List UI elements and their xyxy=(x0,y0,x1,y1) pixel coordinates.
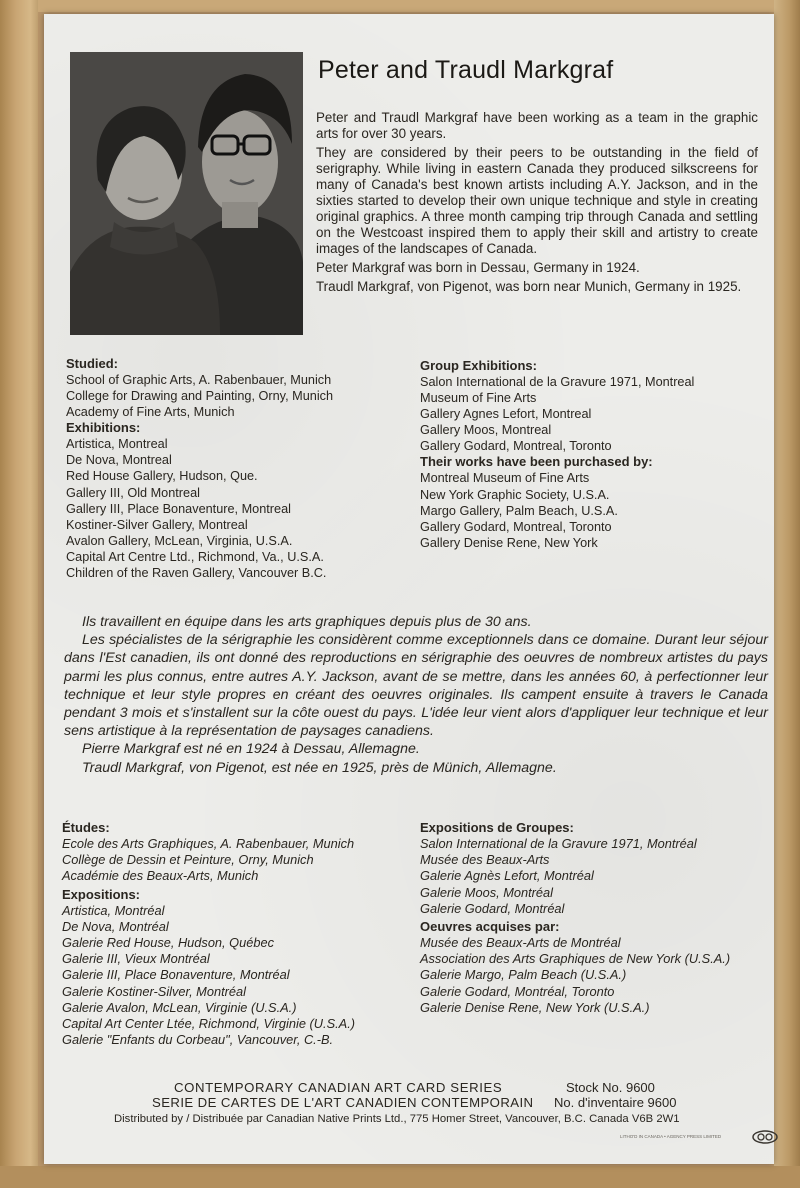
etudes-heading: Études: xyxy=(62,820,110,835)
purchaser-item: Gallery Denise Rene, New York xyxy=(420,535,598,550)
french-left-column xyxy=(62,818,412,1048)
exposition-groupe-item: Galerie Godard, Montréal xyxy=(420,900,565,916)
exposition-item: De Nova, Montréal xyxy=(62,918,169,934)
series-title-french: SERIE DE CARTES DE L'ART CANADIEN CONTEMPORAIN xyxy=(152,1095,534,1110)
bio-paragraph: They are considered by their peers to be outstanding in the field of serigraphy. While living in eastern Canada they produced silkscreens for many of Canada's best known artists including A.Y. Jackson, and in the sixties started to develop their own unique technique and style in creating original graphics. A three month camping trip through Canada and settling on the Westcoast inspired them to apply their skill and artistry to create images of the landscapes of Canada. xyxy=(316,145,758,256)
exhibition-item: Gallery III, Place Bonaventure, Montreal xyxy=(66,501,291,516)
etudes-item: Collège de Dessin et Peinture, Orny, Munich xyxy=(62,852,314,868)
exposition-item: Galerie Red House, Hudson, Québec xyxy=(62,935,274,951)
studied-item: School of Graphic Arts, A. Rabenbauer, Munich xyxy=(66,373,332,387)
exposition-item: Galerie III, Vieux Montréal xyxy=(62,951,210,967)
stock-number-french: No. d'inventaire 9600 xyxy=(554,1095,677,1110)
acquereur-item: Galerie Margo, Palm Beach (U.S.A.) xyxy=(420,967,627,983)
series-title-english: CONTEMPORARY CANADIAN ART CARD SERIES xyxy=(174,1080,503,1095)
french-right-column xyxy=(420,818,770,1016)
french-biography xyxy=(64,613,768,777)
group-exhibition-item: Gallery Agnes Lefort, Montreal xyxy=(420,407,592,422)
wooden-frame-right xyxy=(774,0,800,1188)
group-exhibition-item: Museum of Fine Arts xyxy=(420,391,537,406)
purchaser-item: Gallery Godard, Montreal, Toronto xyxy=(420,519,612,534)
exhibitions-heading: Exhibitions: xyxy=(66,420,141,436)
english-biography xyxy=(316,110,758,298)
studied-heading: Studied: xyxy=(66,356,118,371)
exposition-item: Galerie III, Place Bonaventure, Montréal xyxy=(62,967,290,983)
french-bio-paragraph: Traudl Markgraf, von Pigenot, est née en 1925, près de Münich, Allemagne. xyxy=(82,759,557,776)
oeuvres-acquises-heading: Oeuvres acquises par: xyxy=(420,919,560,935)
exposition-groupe-item: Galerie Moos, Montréal xyxy=(420,884,553,900)
exhibition-item: Artistica, Montreal xyxy=(66,437,168,452)
bio-paragraph: Peter Markgraf was born in Dessau, Germany in 1924. xyxy=(316,260,640,275)
exposition-item: Galerie Kostiner-Silver, Montréal xyxy=(62,983,246,999)
exposition-groupe-item: Musée des Beaux-Arts xyxy=(420,852,550,868)
french-bio-paragraph: Ils travaillent en équipe dans les arts graphiques depuis plus de 30 ans. xyxy=(82,614,532,630)
wooden-frame-left xyxy=(0,0,38,1188)
exhibition-item: Gallery III, Old Montreal xyxy=(66,485,200,500)
acquereur-item: Association des Arts Graphiques de New York (U.S.A.) xyxy=(420,951,731,967)
acquereur-item: Galerie Denise Rene, New York (U.S.A.) xyxy=(420,999,650,1015)
french-bio-paragraph: Les spécialistes de la sérigraphie les considèrent comme exceptionnels dans ce domaine. Durant leur séjour dans l'Est canadien, ils ont donné des reproductions en sérigraphie des oeuvres de nombreux artistes du pays parmi les plus connus, entre autres A.Y. Jackson, avant de se mettre, dans les années 60, à perfectionner leur technique et leur style propres en créant des oeuvres originales. Ils campent ensuite à travers le Canada pendant 3 mois et s'installent sur la côte ouest du pays. L'idée leur vient alors d'appliquer leur technique et leur sens artistique à la représentation de paysages canadiens. xyxy=(64,632,768,740)
bio-paragraph: Traudl Markgraf, von Pigenot, was born near Munich, Germany in 1925. xyxy=(316,279,742,294)
group-exhibition-item: Gallery Godard, Montreal, Toronto xyxy=(420,439,612,454)
expositions-groupes-heading: Expositions de Groupes: xyxy=(420,820,574,835)
exposition-item: Galerie Avalon, McLean, Virginie (U.S.A.) xyxy=(62,999,297,1015)
purchased-heading: Their works have been purchased by: xyxy=(420,454,653,470)
exhibition-item: Avalon Gallery, McLean, Virginia, U.S.A. xyxy=(66,533,293,548)
bio-paragraph: Peter and Traudl Markgraf have been working as a team in the graphic arts for over 30 years. xyxy=(316,110,758,141)
exposition-item: Capital Art Center Ltée, Richmond, Virginie (U.S.A.) xyxy=(62,1016,356,1032)
exposition-item: Artistica, Montréal xyxy=(62,902,165,918)
english-left-column xyxy=(66,356,406,581)
stock-number-english: Stock No. 9600 xyxy=(566,1080,655,1095)
group-exhibition-item: Salon International de la Gravure 1971, Montreal xyxy=(420,375,695,389)
acquereur-item: Galerie Godard, Montréal, Toronto xyxy=(420,983,615,999)
artists-portrait-photo xyxy=(70,52,303,335)
wooden-frame-bottom xyxy=(0,1166,800,1188)
purchaser-item: Margo Gallery, Palm Beach, U.S.A. xyxy=(420,503,618,518)
purchaser-item: New York Graphic Society, U.S.A. xyxy=(420,487,610,502)
exhibition-item: Red House Gallery, Hudson, Que. xyxy=(66,469,258,484)
acquereur-item: Musée des Beaux-Arts de Montréal xyxy=(420,935,621,951)
studied-item: College for Drawing and Painting, Orny, Munich xyxy=(66,389,334,404)
english-right-column xyxy=(420,358,760,551)
french-bio-paragraph: Pierre Markgraf est né en 1924 à Dessau, Allemagne. xyxy=(82,741,420,758)
exposition-item: Galerie "Enfants du Corbeau", Vancouver, C.-B. xyxy=(62,1032,334,1048)
exhibition-item: Children of the Raven Gallery, Vancouver B.C. xyxy=(66,566,327,581)
page-title: Peter and Traudl Markgraf xyxy=(318,56,614,84)
exhibition-item: De Nova, Montreal xyxy=(66,453,172,468)
printer-credit: LITHO'D IN CANADA • AGENCY PRESS LIMITED xyxy=(620,1134,722,1139)
exposition-groupe-item: Salon International de la Gravure 1971, Montréal xyxy=(420,836,697,851)
exhibition-item: Capital Art Centre Ltd., Richmond, Va., U.S.A. xyxy=(66,549,324,564)
distributor-line: Distributed by / Distribuée par Canadian Native Prints Ltd., 775 Homer Street, Vancouver, B.C. Canada V6B 2W1 xyxy=(114,1113,680,1125)
expositions-heading: Expositions: xyxy=(62,886,141,902)
etudes-item: Ecole des Arts Graphiques, A. Rabenbauer, Munich xyxy=(62,836,355,851)
wooden-frame-top xyxy=(0,0,800,12)
studied-item: Academy of Fine Arts, Munich xyxy=(66,405,235,420)
group-exhibitions-heading: Group Exhibitions: xyxy=(420,358,537,373)
publisher-logo-icon xyxy=(752,1130,778,1144)
purchaser-item: Montreal Museum of Fine Arts xyxy=(420,471,590,486)
exhibition-item: Kostiner-Silver Gallery, Montreal xyxy=(66,517,248,532)
exposition-groupe-item: Galerie Agnès Lefort, Montréal xyxy=(420,868,594,884)
etudes-item: Académie des Beaux-Arts, Munich xyxy=(62,868,259,884)
group-exhibition-item: Gallery Moos, Montreal xyxy=(420,423,552,438)
